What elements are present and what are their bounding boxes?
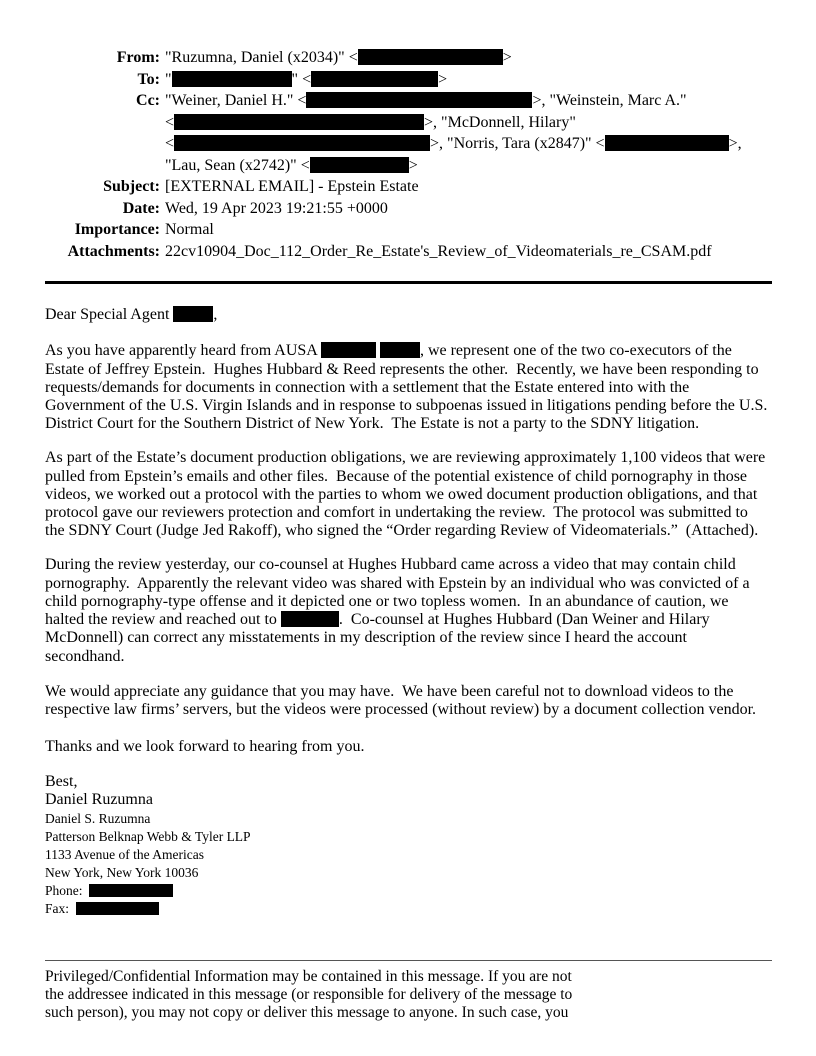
redaction-bar [89,884,173,897]
redaction-bar [605,135,729,151]
redaction-bar [380,342,420,358]
header-row-from [45,47,771,69]
redaction-bar [174,135,430,151]
email-body [45,306,771,756]
cc-value: "Weiner, Daniel H." < >, "Weinstein, Marc A." < >, "McDonnell, Hilary" < >, "Norris, Tara (x2847)" < >, "Lau, Sean (x2742)" < > [165,92,742,174]
redaction-bar [310,157,409,173]
redaction-bar [358,49,503,65]
header-row-importance [45,219,771,241]
signature-block [45,773,771,918]
confidentiality-notice: Privileged/Confidential Information may be contained in this message. If you are not the addressee indicated in this message (or responsible for delivery of the message to such person), you may not copy or deliver this message to anyone. In such case, you [45,967,573,1021]
header-row-attachments [45,241,771,263]
header-body-divider [45,281,772,284]
importance-value: Normal [165,221,214,238]
signature-fax: Fax: [45,900,771,918]
attachment-filename: 22cv10904_Doc_112_Order_Re_Estate's_Review_of_Videomaterials_re_CSAM.pdf [165,242,712,260]
paragraph-4: We would appreciate any guidance that you may have. We have been careful not to download videos to the respective law firms’ servers, but the videos were processed (without review) by a document collection vendor. [45,683,757,719]
redaction-bar [76,902,159,915]
to-value: " " < > [165,70,448,88]
attachments-label: Attachments: [67,242,160,260]
from-label: From: [116,49,160,66]
email-header [45,47,771,262]
header-row-subject [45,176,771,198]
signature-line-street: 1133 Avenue of the Americas [45,846,204,862]
to-label: To: [137,70,160,88]
paragraph-5: Thanks and we look forward to hearing from you. [45,737,365,755]
subject-value: [EXTERNAL EMAIL] - Epstein Estate [165,178,419,195]
header-row-date [45,198,771,220]
subject-label: Subject: [103,178,160,195]
signature-line-full-name: Daniel S. Ruzumna [45,810,151,826]
date-label: Date: [122,199,160,217]
importance-label: Importance: [74,221,160,238]
cc-label: Cc: [136,92,160,109]
redaction-bar [311,71,438,87]
signature-name: Daniel Ruzumna [45,791,153,809]
salutation: Dear Special Agent , [45,306,218,323]
header-row-to [45,69,771,91]
header-row-cc [45,90,771,176]
paragraph-3: During the review yesterday, our co-counsel at Hughes Hubbard came across a video that may contain child pornography. Apparently the relevant video was shared with Epstein by an individual who was convicted of a child pornography-type offense and it depicted one or two topless women. In an abundance of caution, we halted the review and reached out to . Co-counsel at Hughes Hubbard (Dan Weiner and Hilary McDonnell) can correct any misstatements in my description of the review since I heard the account secondhand. [45,556,750,665]
signature-phone: Phone: [45,882,771,900]
redaction-bar [321,342,376,358]
signature-line-firm: Patterson Belknap Webb & Tyler LLP [45,828,251,844]
redaction-bar [306,92,532,108]
signature-closing: Best, [45,772,78,790]
redaction-bar [281,611,339,627]
paragraph-1: As you have apparently heard from AUSA , we represent one of the two co-executors of the Estate of Jeffrey Epstein. Hughes Hubbard & Reed represents the other. Recently, we have been responding to requests/demands for documents in connection with a settlement that the Estate entered into with the Government of the U.S. Virgin Islands and in response to subpoenas issued in litigations pending before the U.S. District Court for the Southern District of New York. The Estate is not a party to the SDNY litigation. [45,342,768,433]
footer-divider [45,960,772,961]
date-value: Wed, 19 Apr 2023 19:21:55 +0000 [165,199,388,217]
redaction-bar [173,306,213,322]
signature-line-city: New York, New York 10036 [45,864,199,880]
from-value: "Ruzumna, Daniel (x2034)" < > [165,49,512,66]
paragraph-2: As part of the Estate’s document production obligations, we are reviewing approximately 1,100 videos that were pulled from Epstein’s emails and other files. Because of the potential existence of child pornography in those videos, we worked out a protocol with the parties to whom we owed document production obligations, and that protocol gave our reviewers protection and comfort in undertaking the review. The protocol was submitted to the SDNY Court (Judge Jed Rakoff), who signed the “Order regarding Review of Videomaterials.” (Attached). [45,449,766,540]
redaction-bar [172,71,292,87]
redaction-bar [174,114,424,130]
